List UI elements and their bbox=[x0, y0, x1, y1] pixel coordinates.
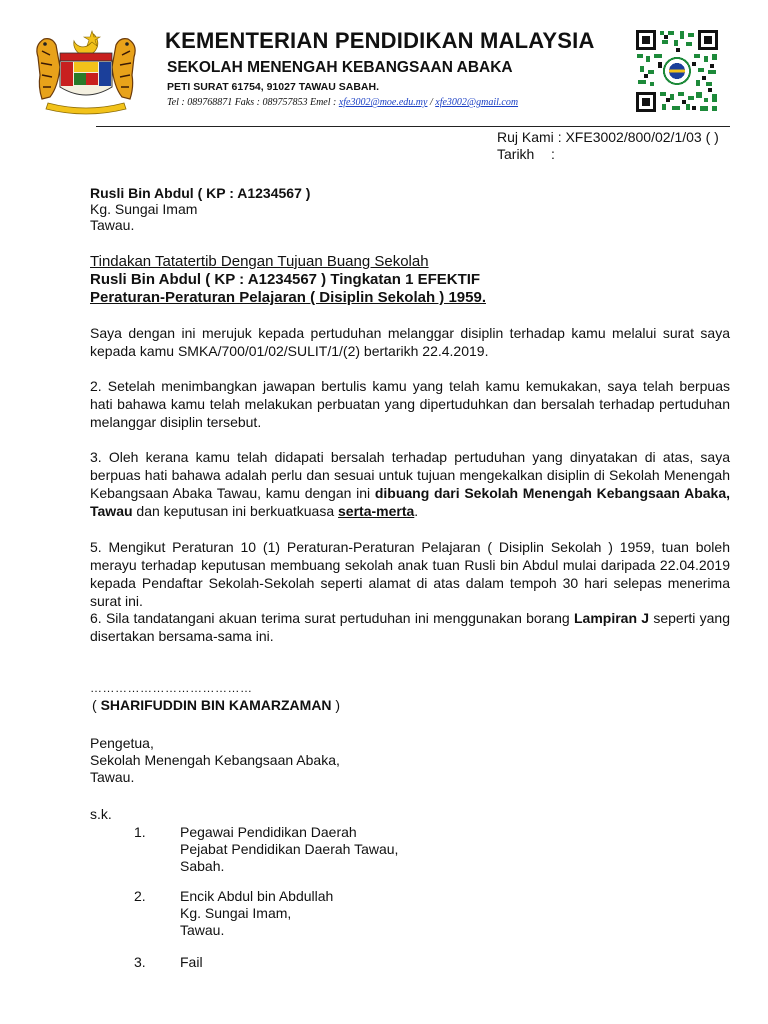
paragraph-6-text-a: 6. Sila tandatangani akuan terima surat pertuduhan ini menggunakan borang bbox=[90, 610, 574, 626]
paragraph-6-lampiran: Lampiran J bbox=[574, 610, 650, 626]
cc-item-text bbox=[180, 888, 333, 939]
recipient-address bbox=[90, 185, 310, 233]
closing-line2: Sekolah Menengah Kebangsaan Abaka, bbox=[90, 752, 340, 768]
paragraph-5: 5. Mengikut Peraturan 10 (1) Peraturan-Peraturan Pelajaran ( Disiplin Sekolah ) 1959, tuan boleh merayu terhadap keputusan membuang sekolah anak tuan Rusli bin Abdul mulai daripada 22.04.2019 kepada Pendaftar Sekolah-Sekolah seperti alamat di atas dalam tempoh 30 hari selepas menerima surat ini. bbox=[90, 539, 730, 609]
subject-line2: Rusli Bin Abdul ( KP : A1234567 ) Tingkatan 1 EFEKTIF bbox=[90, 271, 481, 288]
cc-item-text bbox=[180, 824, 398, 875]
subject-line1: Tindakan Tatatertib Dengan Tujuan Buang Sekolah bbox=[90, 253, 429, 270]
contact-prefix: Tel : 089768871 Faks : 089757853 Emel : bbox=[167, 97, 339, 108]
cc-item-line: Kg. Sungai Imam, bbox=[180, 905, 292, 921]
letterhead-divider bbox=[96, 126, 730, 127]
signature-line: ………………………………… bbox=[90, 681, 253, 695]
closing-line3: Tawau. bbox=[90, 769, 135, 785]
paragraph-6 bbox=[90, 609, 730, 645]
cc-item-number: 3. bbox=[134, 954, 146, 970]
email-link-gmail[interactable]: xfe3002@gmail.com bbox=[435, 97, 519, 108]
paragraph-6-text-c: seperti yang disertakan bersama-sama ini. bbox=[90, 610, 730, 644]
subject-heading bbox=[90, 253, 486, 307]
paragraph-3-text-a: 3. Oleh kerana kamu telah didapati bersalah terhadap pertuduhan yang dinyatakan di atas, saya berpuas hati bahawa adalah perlu dan sesuai untuk tujuan mengekalkan disiplin di Sekolah Menengah Kebangsaan Abaka Tawau, kamu dengan ini bbox=[90, 449, 730, 501]
reference-block bbox=[497, 129, 719, 163]
email-separator: / bbox=[427, 97, 436, 108]
cc-item-line: Encik Abdul bin Abdullah bbox=[180, 888, 334, 904]
contact-line bbox=[167, 97, 518, 108]
cc-item-text bbox=[180, 954, 203, 971]
signatory bbox=[92, 697, 340, 713]
subject-line3: Peraturan-Peraturan Pelajaran ( Disiplin Sekolah ) 1959. bbox=[90, 289, 486, 306]
paragraph-3-text-e: . bbox=[414, 503, 419, 519]
cc-label: s.k. bbox=[90, 806, 112, 822]
school-name: SEKOLAH MENENGAH KEBANGSAAN ABAKA bbox=[167, 59, 513, 76]
qr-code-icon bbox=[634, 28, 720, 114]
cc-item-line: Pegawai Pendidikan Daerah bbox=[180, 824, 357, 840]
cc-item-line: Pejabat Pendidikan Daerah Tawau, bbox=[180, 841, 399, 857]
recipient-line3: Tawau. bbox=[90, 217, 135, 233]
signatory-open: ( bbox=[92, 697, 101, 713]
closing-title: Pengetua, bbox=[90, 735, 154, 751]
closing-block bbox=[90, 735, 340, 786]
recipient-line2: Kg. Sungai Imam bbox=[90, 201, 198, 217]
paragraph-3-text-c: dan keputusan ini berkuatkuasa bbox=[132, 503, 339, 519]
cc-item-line: Sabah. bbox=[180, 858, 225, 874]
tarikh-label: Tarikh bbox=[497, 146, 535, 162]
ministry-title: KEMENTERIAN PENDIDIKAN MALAYSIA bbox=[165, 28, 595, 53]
cc-item-line: Tawau. bbox=[180, 922, 225, 938]
cc-item-number: 1. bbox=[134, 824, 146, 840]
paragraph-3 bbox=[90, 448, 730, 520]
cc-item-number: 2. bbox=[134, 888, 146, 904]
ruj-label: Ruj Kami bbox=[497, 129, 554, 145]
school-address: PETI SURAT 61754, 91027 TAWAU SABAH. bbox=[167, 81, 380, 93]
paragraph-1: Saya dengan ini merujuk kepada pertuduhan melanggar disiplin terhadap kamu melalui surat saya kepada kamu SMKA/700/01/02/SULIT/1/(2) bertarikh 22.4.2019. bbox=[90, 325, 730, 359]
ruj-value: : XFE3002/800/02/1/03 ( ) bbox=[557, 129, 719, 145]
paragraph-3-immediate: serta-merta bbox=[338, 503, 415, 519]
recipient-name: Rusli Bin Abdul ( KP : A1234567 ) bbox=[90, 185, 311, 201]
cc-item-line: Fail bbox=[180, 954, 203, 970]
paragraph-2: 2. Setelah menimbangkan jawapan bertulis kamu yang telah kamu kemukakan, saya telah berpuas hati bahawa kamu telah melakukan perbuatan yang dipertuduhkan dan bersalah terhadap pertuduhan melanggar disiplin tersebut. bbox=[90, 378, 730, 430]
email-link-moe[interactable]: xfe3002@moe.edu.my bbox=[338, 97, 428, 108]
coat-of-arms-icon bbox=[30, 27, 142, 117]
paragraph-3-expulsion: dibuang dari Sekolah Menengah Kebangsaan Abaka, Tawau bbox=[90, 485, 730, 519]
signatory-close: ) bbox=[331, 697, 341, 713]
signatory-name: SHARIFUDDIN BIN KAMARZAMAN bbox=[100, 697, 332, 713]
tarikh-value: : bbox=[551, 146, 555, 162]
